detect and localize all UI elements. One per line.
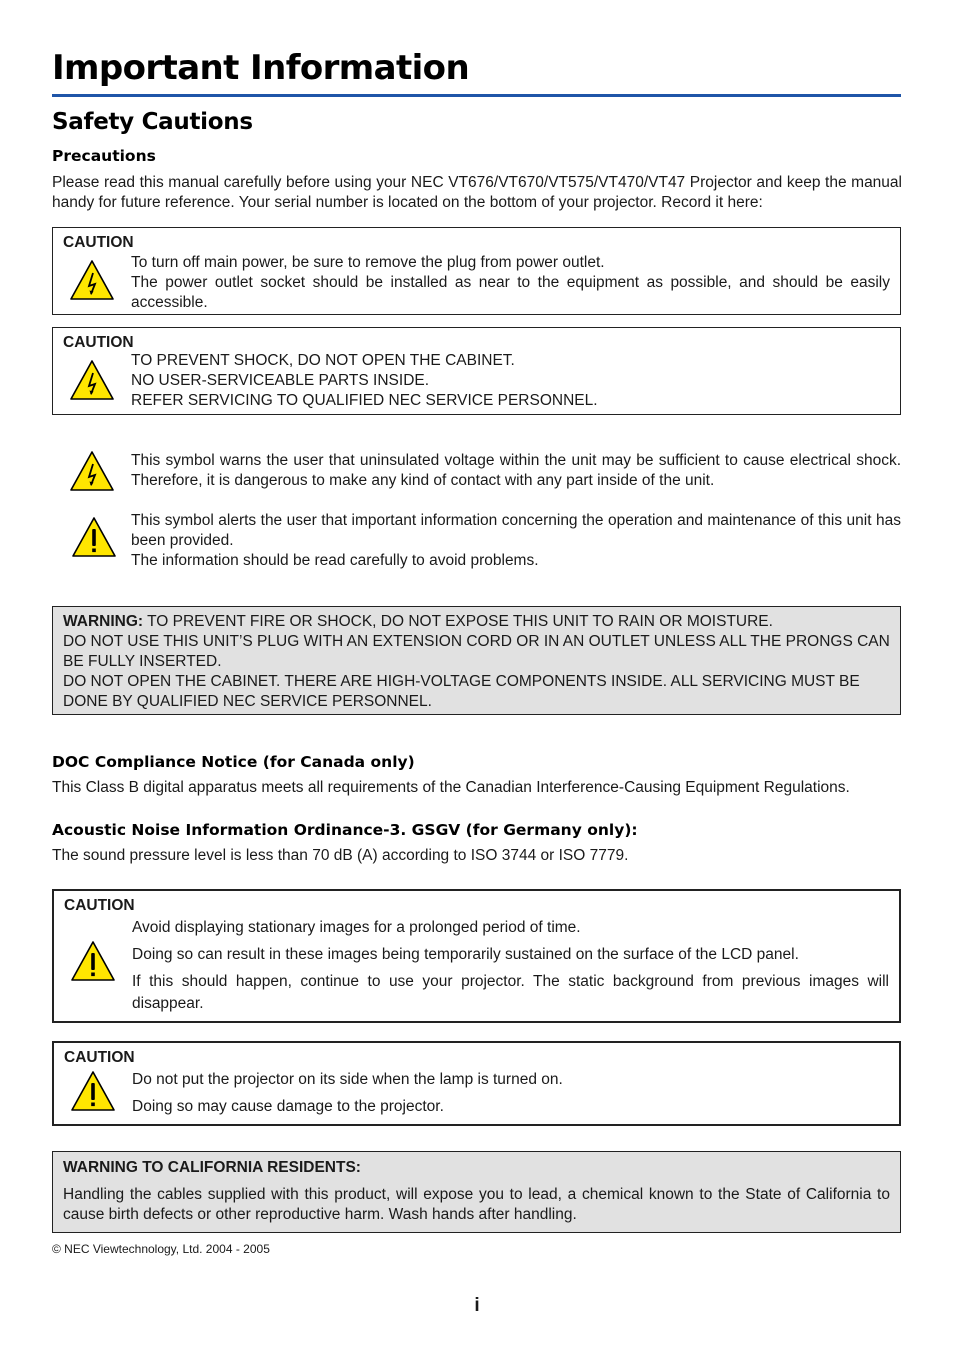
caution-box-stationary-images [52,889,901,1023]
exclamation-symbol-text-2: The information should be read carefully to avoid problems. [131,552,539,569]
exclamation-triangle-icon [70,940,116,982]
title-underline [52,94,901,97]
caution-box-power [52,227,901,315]
warning-line: TO PREVENT FIRE OR SHOCK, DO NOT EXPOSE THIS UNIT TO RAIN OR MOISTURE. [143,613,773,630]
lightning-triangle-icon [69,450,115,492]
warning-line: DO NOT USE THIS UNIT’S PLUG WITH AN EXTENSION CORD OR IN AN OUTLET UNLESS ALL THE PRONGS CAN BE FULLY INSERTED. [63,633,890,670]
lightning-symbol-text: This symbol warns the user that uninsulated voltage within the unit may be sufficient to cause electrical shock. Therefore, it is dangerous to make any kind of contact with any part inside of the unit. [131,452,901,489]
exclamation-symbol-text: This symbol alerts the user that important information concerning the operation and maintenance of this unit has been provided. [131,512,901,549]
caution-line: To turn off main power, be sure to remove the plug from power outlet. [131,254,605,271]
caution-line: Avoid displaying stationary images for a prolonged period of time. [132,919,581,936]
exclamation-triangle-icon [70,1070,116,1112]
caution-line: Doing so can result in these images being temporarily sustained on the surface of the LCD panel. [132,946,799,963]
caution-label: CAUTION [64,897,135,914]
caution-label: CAUTION [63,234,134,251]
caution-line: Doing so may cause damage to the projector. [132,1098,444,1115]
caution-label: CAUTION [64,1049,135,1066]
precautions-text: Please read this manual carefully before using your NEC VT676/VT670/VT575/VT470/VT47 Projector and keep the manual handy for future reference. Your serial number is located on the bottom of your projector. Record it here: [52,174,902,211]
california-warning-box [52,1151,901,1233]
copyright-footer: © NEC Viewtechnology, Ltd. 2004 - 2005 [52,1242,270,1256]
caution-line: The power outlet socket should be installed as near to the equipment as possible, and should be easily accessible. [131,274,890,311]
exclamation-triangle-icon [71,516,117,558]
caution-line: NO USER-SERVICEABLE PARTS INSIDE. [131,372,430,389]
caution-box-projector-side [52,1041,901,1126]
caution-line: TO PREVENT SHOCK, DO NOT OPEN THE CABINET. [131,352,515,369]
doc-notice-text: This Class B digital apparatus meets all requirements of the Canadian Interference-Causing Equipment Regulations. [52,779,850,796]
lightning-triangle-icon [69,259,115,301]
california-label: WARNING TO CALIFORNIA RESIDENTS: [63,1159,361,1176]
acoustic-notice-heading: Acoustic Noise Information Ordinance-3. GSGV (for Germany only): [52,821,638,839]
lightning-triangle-icon [69,359,115,401]
warning-label: WARNING: [63,613,144,630]
caution-box-shock [52,327,901,415]
section-title: Safety Cautions [52,109,253,135]
warning-line: DO NOT OPEN THE CABINET. THERE ARE HIGH-VOLTAGE COMPONENTS INSIDE. ALL SERVICING MUST BE DONE BY QUALIFIED NEC SERVICE PERSONNEL. [63,673,860,710]
caution-line: If this should happen, continue to use your projector. The static background from previous images will disappear. [132,973,889,1012]
page-number: i [474,1295,480,1316]
california-text: Handling the cables supplied with this product, will expose you to lead, a chemical known to the State of California to cause birth defects or other reproductive harm. Wash hands after handling. [63,1186,890,1223]
caution-label: CAUTION [63,334,134,351]
page-title: Important Information [52,48,470,88]
doc-notice-heading: DOC Compliance Notice (for Canada only) [52,753,415,771]
acoustic-notice-text: The sound pressure level is less than 70 dB (A) according to ISO 3744 or ISO 7779. [52,847,629,864]
precautions-heading: Precautions [52,147,156,165]
warning-box-fire-shock [52,606,901,715]
caution-line: Do not put the projector on its side when the lamp is turned on. [132,1071,563,1088]
caution-line: REFER SERVICING TO QUALIFIED NEC SERVICE PERSONNEL. [131,392,598,409]
